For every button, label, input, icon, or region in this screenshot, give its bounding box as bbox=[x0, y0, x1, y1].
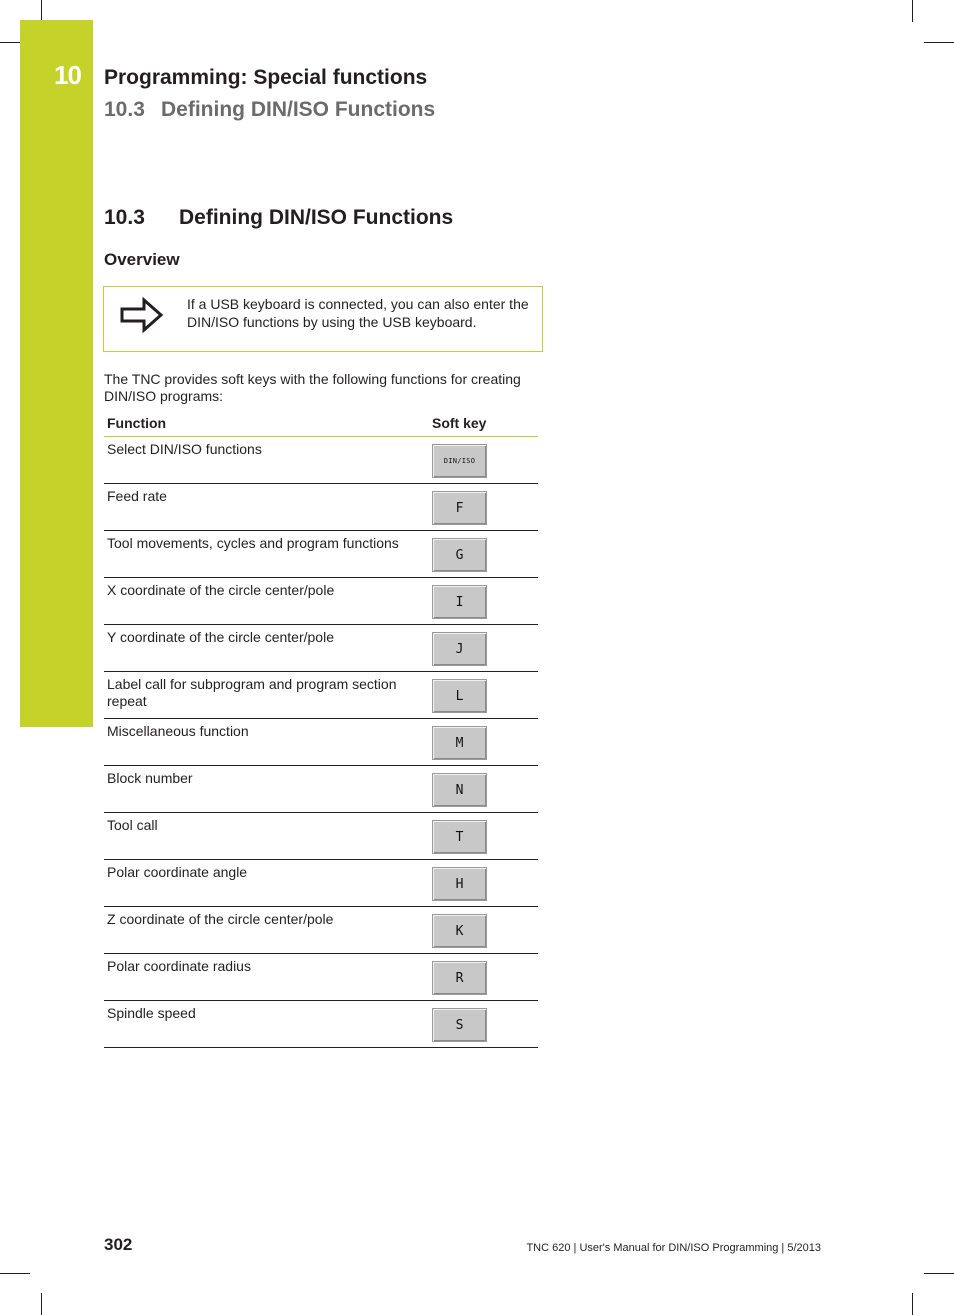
table-header bbox=[104, 412, 538, 437]
table-row bbox=[104, 907, 538, 954]
table-row bbox=[104, 813, 538, 860]
crop-mark bbox=[912, 1293, 913, 1315]
table-row bbox=[104, 719, 538, 766]
softkey-button[interactable]: T bbox=[432, 820, 487, 854]
table-row bbox=[104, 766, 538, 813]
function-label: Spindle speed bbox=[107, 1005, 196, 1021]
running-section-title bbox=[104, 98, 435, 122]
function-label: Polar coordinate radius bbox=[107, 958, 251, 974]
note-box bbox=[103, 286, 543, 352]
softkey-button[interactable]: I bbox=[432, 585, 487, 619]
section-heading bbox=[104, 206, 453, 230]
chapter-bar bbox=[20, 20, 93, 727]
table-row bbox=[104, 484, 538, 531]
softkey-button[interactable]: DIN/ISO bbox=[432, 444, 487, 478]
table-body bbox=[104, 437, 538, 1048]
function-label: Polar coordinate angle bbox=[107, 864, 248, 880]
function-label: Label call for subprogram and program section repeat bbox=[107, 676, 397, 709]
softkey-button[interactable]: N bbox=[432, 773, 487, 807]
function-label: Tool call bbox=[107, 817, 158, 833]
header-function: Function bbox=[107, 415, 167, 431]
function-label: Select DIN/ISO functions bbox=[107, 441, 262, 457]
softkey-button[interactable]: F bbox=[432, 491, 487, 525]
softkey-button[interactable]: R bbox=[432, 961, 487, 995]
running-section-text: Defining DIN/ISO Functions bbox=[161, 98, 436, 121]
table-row bbox=[104, 1001, 538, 1048]
function-label: X coordinate of the circle center/pole bbox=[107, 582, 335, 598]
function-label: Y coordinate of the circle center/pole bbox=[107, 629, 334, 645]
softkey-button[interactable]: G bbox=[432, 538, 487, 572]
softkey-button[interactable]: K bbox=[432, 914, 487, 948]
intro-paragraph: The TNC provides soft keys with the following functions for creating DIN/ISO programs: bbox=[104, 371, 521, 404]
crop-mark bbox=[912, 0, 913, 22]
softkey-button[interactable]: H bbox=[432, 867, 487, 901]
softkey-button[interactable]: S bbox=[432, 1008, 487, 1042]
note-text: If a USB keyboard is connected, you can also enter the DIN/ISO functions by using the USB keyboard. bbox=[187, 296, 529, 330]
softkey-button[interactable]: M bbox=[432, 726, 487, 760]
table-row bbox=[104, 954, 538, 1001]
footer-text: TNC 620 | User's Manual for DIN/ISO Programming | 5/2013 bbox=[526, 1242, 821, 1254]
table-row bbox=[104, 672, 538, 719]
page-number: 302 bbox=[104, 1235, 133, 1254]
softkey-button[interactable]: L bbox=[432, 679, 487, 713]
crop-mark bbox=[41, 1293, 42, 1315]
softkey-table bbox=[104, 412, 538, 1048]
table-row bbox=[104, 860, 538, 907]
subheading-overview: Overview bbox=[104, 250, 180, 269]
running-section-number: 10.3 bbox=[104, 98, 145, 121]
crop-mark bbox=[41, 0, 42, 22]
function-label: Feed rate bbox=[107, 488, 167, 504]
table-row bbox=[104, 578, 538, 625]
chapter-number: 10 bbox=[54, 60, 81, 90]
function-label: Tool movements, cycles and program functions bbox=[107, 535, 399, 551]
crop-mark bbox=[924, 42, 954, 43]
arrow-right-icon bbox=[120, 297, 164, 333]
crop-mark bbox=[924, 1273, 954, 1274]
function-label: Miscellaneous function bbox=[107, 723, 249, 739]
section-number: 10.3 bbox=[104, 206, 145, 229]
table-row bbox=[104, 437, 538, 484]
crop-mark bbox=[0, 1273, 30, 1274]
softkey-button[interactable]: J bbox=[432, 632, 487, 666]
function-label: Block number bbox=[107, 770, 193, 786]
header-softkey: Soft key bbox=[432, 415, 487, 431]
table-row bbox=[104, 625, 538, 672]
running-chapter-title: Programming: Special functions bbox=[104, 66, 428, 89]
function-label: Z coordinate of the circle center/pole bbox=[107, 911, 334, 927]
section-title: Defining DIN/ISO Functions bbox=[179, 206, 454, 229]
table-row bbox=[104, 531, 538, 578]
